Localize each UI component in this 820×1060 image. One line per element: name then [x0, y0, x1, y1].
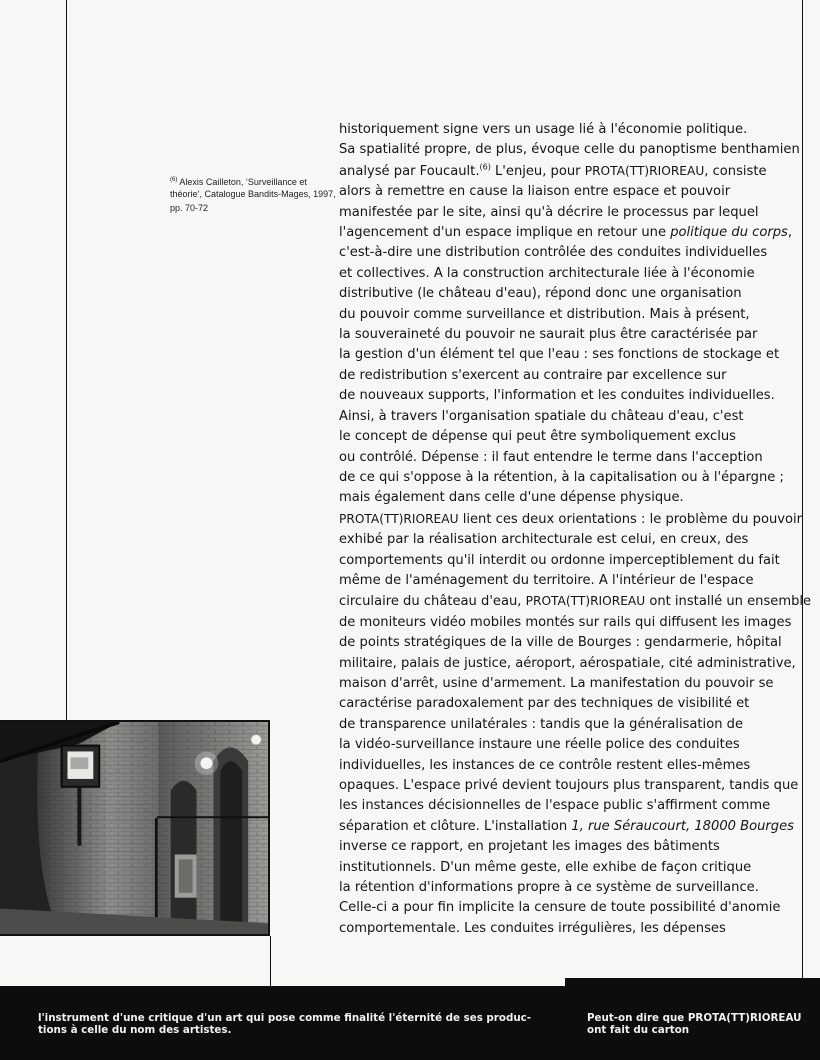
body-line-text: circulaire du château d'eau, — [339, 594, 522, 610]
artist-name: PROTA(TT)RIOREAU — [339, 511, 459, 526]
body-line-text: ont installé un ensemble — [645, 594, 812, 610]
body-line-text: séparation et clôture. L'installation — [339, 818, 568, 834]
artist-name: PROTA(TT)RIOREAU — [584, 163, 705, 178]
installation-title: 1, rue Séraucourt, 18000 Bourges — [571, 818, 795, 834]
body-line: Celle-ci a pour fin implicite la censure de toute possibilité d'anomie — [339, 900, 781, 916]
body-line: la vidéo-surveillance instaure une réelle police des conduites — [339, 737, 740, 753]
body-line: manifestée par le site, ainsi qu'à décrire le processus par lequel — [339, 204, 759, 220]
body-line-text: L'enjeu, pour — [490, 163, 585, 179]
body-line: Sa spatialité propre, de plus, évoque celle du panoptisme benthamien — [339, 142, 800, 158]
body-line: la gestion d'un élément tel que l'eau : ses fonctions de stockage et — [339, 347, 780, 363]
body-line: individuelles, les instances de ce contrôle restent elles-mêmes — [339, 757, 751, 773]
body-line: de redistribution s'exercent au contraire par excellence sur — [339, 367, 727, 383]
body-line: Ainsi, à travers l'organisation spatiale du château d'eau, c'est — [339, 408, 744, 424]
body-line: de transparence unilatérales : tandis que la généralisation de — [339, 716, 744, 732]
body-line: mais également dans celle d'une dépense physique. — [339, 490, 684, 506]
body-line: et collectives. A la construction architecturale liée à l'économie — [339, 265, 755, 281]
body-line: inverse ce rapport, en projetant les images des bâtiments — [339, 839, 720, 855]
article-body — [339, 120, 812, 939]
footer-right-text: Peut-on dire que — [587, 1012, 688, 1024]
left-column-rule — [66, 0, 67, 720]
body-line-text: l'agencement d'un espace implique en retour une — [339, 225, 667, 241]
body-line: le concept de dépense qui peut être symboliquement exclus — [339, 429, 736, 445]
body-line: c'est-à-dire une distribution contrôlée des conduites individuelles — [339, 245, 768, 261]
body-line: distributive (le château d'eau), répond donc une organisation — [339, 286, 742, 302]
body-line: de ce qui s'oppose à la rétention, à la capitalisation ou à l'épargne ; — [339, 469, 784, 485]
installation-photo-image — [0, 722, 268, 934]
body-line — [339, 223, 793, 243]
body-line: alors à remettre en cause la liaison entre espace et pouvoir — [339, 184, 731, 200]
body-line: de points stratégiques de la ville de Bourges : gendarmerie, hôpital — [339, 635, 782, 651]
footer-right-line: ont fait du carton — [587, 1024, 690, 1036]
body-line: les instances décisionnelles de l'espace public s'affirment comme — [339, 798, 771, 814]
body-line — [339, 509, 803, 530]
body-line-text: , consiste — [704, 163, 767, 179]
artist-name: PROTA(TT)RIOREAU — [687, 1012, 802, 1024]
photo-rule — [270, 936, 271, 986]
footer-right-line — [587, 1012, 807, 1024]
body-line: institutionnels. D'un même geste, elle exhibe de façon critique — [339, 859, 752, 875]
body-line: du pouvoir comme surveillance et distribution. Mais à présent, — [339, 306, 750, 322]
footnote-marker: (6) — [170, 177, 178, 183]
body-line: même de l'aménagement du territoire. A l'intérieur de l'espace — [339, 572, 754, 588]
body-line: caractérise paradoxalement par des techniques de visibilité et — [339, 696, 750, 712]
emphasis-text: politique du corps — [670, 225, 788, 241]
right-margin-rule — [802, 0, 803, 985]
body-line: comportementale. Les conduites irrégulières, les dépenses — [339, 920, 726, 936]
body-line: de nouveaux supports, l'information et les conduites individuelles. — [339, 388, 775, 404]
footnote-reference: (6) — [479, 162, 491, 172]
body-line: de moniteurs vidéo mobiles montés sur rails qui diffusent les images — [339, 614, 792, 630]
body-line: exhibé par la réalisation architecturale est celui, en creux, des — [339, 532, 749, 548]
footnote-pages: pp. 70-72 — [170, 203, 209, 213]
body-line: la rétention d'informations propre à ce système de surveillance. — [339, 880, 759, 896]
footer-quote-right — [587, 1012, 807, 1036]
installation-photo — [0, 720, 270, 936]
body-line: maison d'arrêt, usine d'armement. La manifestation du pouvoir se — [339, 675, 774, 691]
artist-name: PROTA(TT)RIOREAU — [525, 594, 646, 609]
body-line-text: , — [787, 225, 793, 241]
footnote — [170, 174, 340, 213]
footer-left-line: l'instrument d'une critique d'un art qui pose comme finalité l'éternité de ses produc- — [38, 1012, 532, 1024]
footer-quote-left — [38, 1012, 563, 1036]
body-line: ou contrôlé. Dépense : il faut entendre le terme dans l'acception — [339, 449, 763, 465]
body-line: opaques. L'espace privé devient toujours plus transparent, tandis que — [339, 778, 799, 793]
footer-left-line: tions à celle du nom des artistes. — [38, 1024, 232, 1036]
body-line-text: analysé par Foucault. — [339, 163, 480, 179]
body-line: historiquement signe vers un usage lié à l'économie politique. — [339, 122, 748, 137]
body-line: comportements qu'il interdit ou ordonne imperceptiblement du fait — [339, 552, 780, 568]
body-line — [339, 591, 812, 612]
footnote-text: Alexis Cailleton, ‘Surveillance et théorie’, Catalogue Bandits-Mages, 1997, — [170, 177, 336, 199]
body-line: militaire, palais de justice, aéroport, aérospatiale, cité administrative, — [339, 655, 796, 671]
body-line: la souveraineté du pouvoir ne saurait plus être caractérisée par — [339, 327, 758, 343]
body-line — [339, 161, 769, 182]
body-line-text: lient ces deux orientations : le problème du pouvoir — [462, 511, 803, 527]
body-line — [339, 817, 795, 837]
